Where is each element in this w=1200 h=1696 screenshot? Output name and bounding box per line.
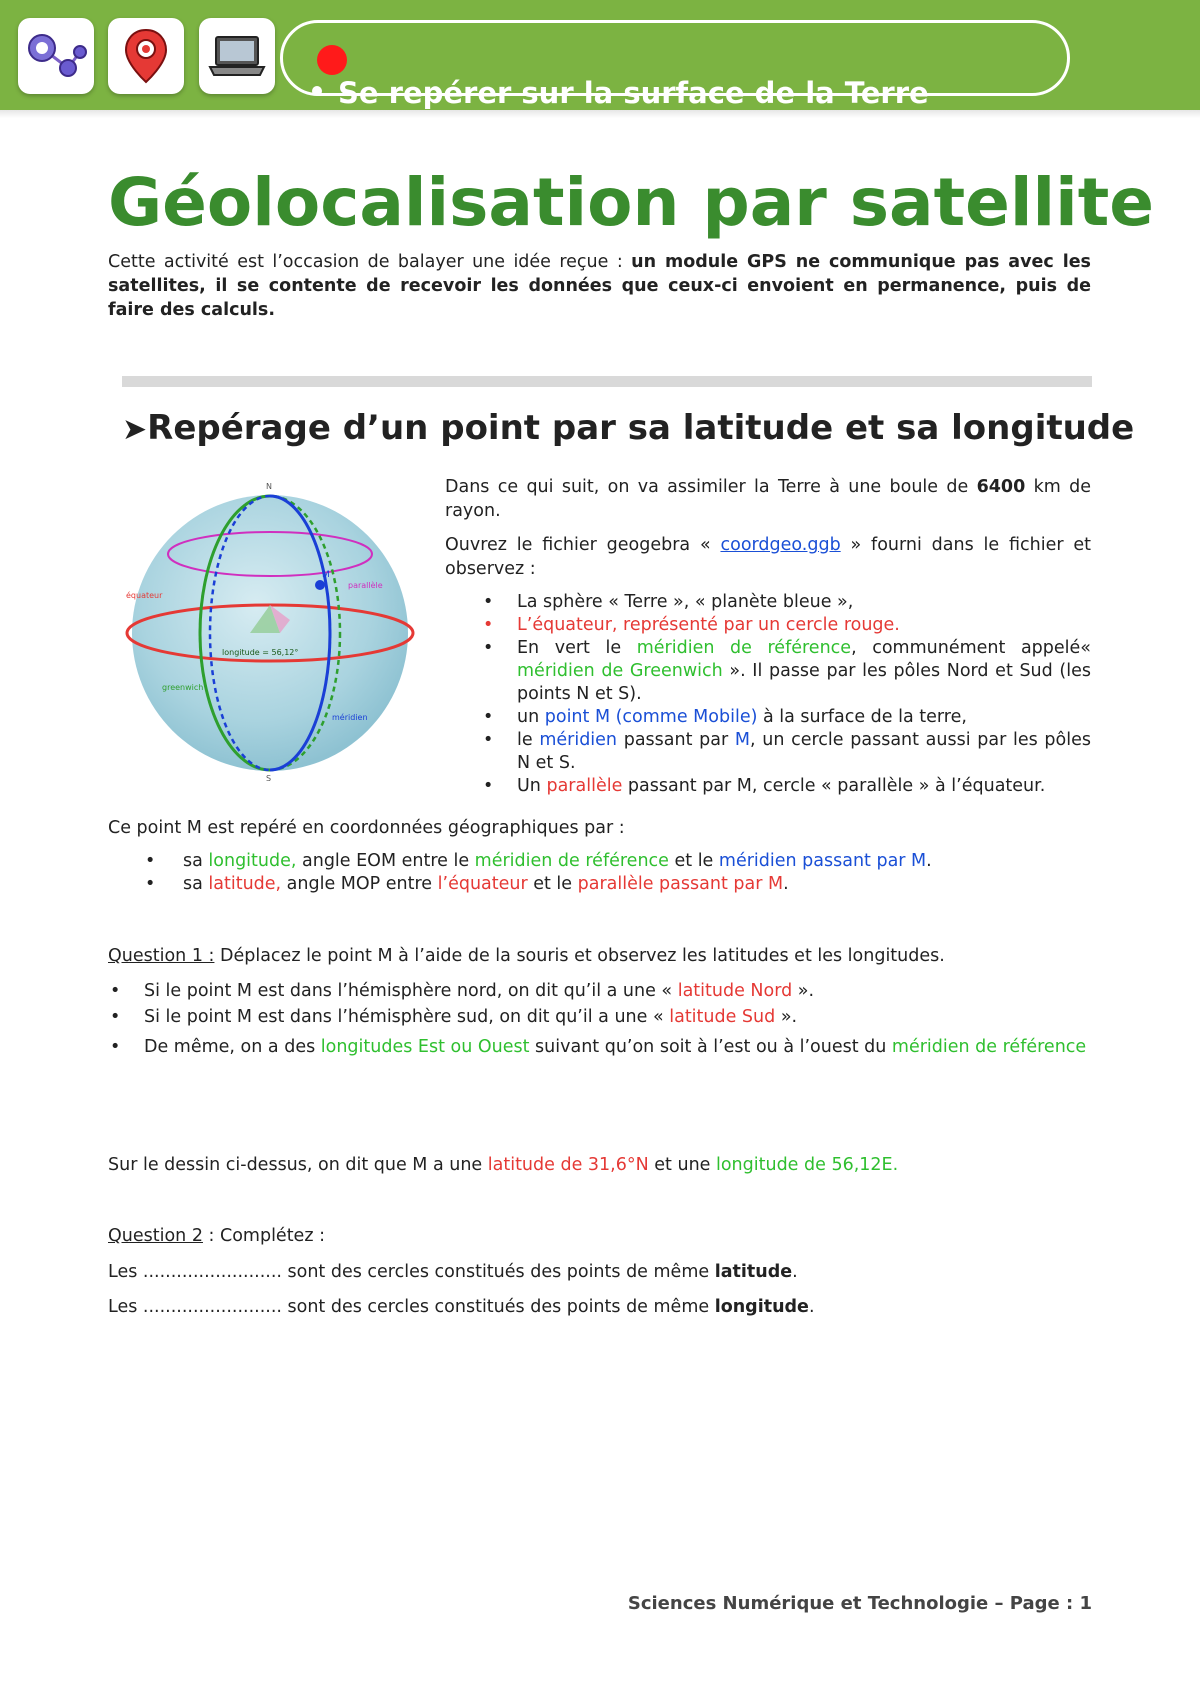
coordinates-lead: Ce point M est repéré en coordonnées géographiques par : — [108, 818, 625, 838]
list-item: • De même, on a des longitudes Est ou Ouest suivant qu’on soit à l’est ou à l’ouest du méridien de référence — [108, 1030, 1091, 1065]
paragraph-radius: Dans ce qui suit, on va assimiler la Terre à une boule de 6400 km de rayon. — [445, 477, 1091, 521]
list-item: • un point M (comme Mobile) à la surface de la terre, — [445, 706, 1091, 729]
list-item: • Si le point M est dans l’hémisphère sud, on dit qu’il a une « latitude Sud ». — [108, 1004, 1091, 1030]
arrow-bullet-icon: ➤ — [122, 412, 148, 447]
question-1-block — [108, 944, 1091, 1065]
right-column — [445, 475, 1091, 798]
label-parallel: parallèle — [348, 581, 383, 590]
header-shadow — [0, 110, 1200, 118]
question-2-line-2: Les ......................... sont des cercles constitués des points de même longitude. — [108, 1297, 815, 1317]
question-2-line-1: Les ......................... sont des cercles constitués des points de même latitude. — [108, 1262, 798, 1282]
point-m — [315, 580, 325, 590]
label-point: M — [322, 570, 330, 580]
question-2-block — [108, 1224, 1091, 1319]
label-equator: équateur — [126, 591, 163, 600]
list-item: • sa longitude, angle EOM entre le méridien de référence et le méridien passant par M. — [108, 850, 1091, 873]
banner-title: Se repérer sur la surface de la Terre — [312, 76, 929, 110]
page-title: Géolocalisation par satellite — [108, 164, 1155, 241]
question-1-text: Question 1 : Déplacez le point M à l’aide de la souris et observez les latitudes et les longitudes. — [108, 946, 945, 966]
section-divider — [122, 376, 1092, 387]
list-item: • En vert le méridien de référence, communément appelé« méridien de Greenwich ». Il passe par les pôles Nord et Sud (les points N et S). — [445, 637, 1091, 706]
question-2-text: Question 2 : Complétez : — [108, 1226, 325, 1246]
coordinates-list — [108, 850, 1091, 896]
list-item: • Un parallèle passant par M, cercle « parallèle » à l’équateur. — [445, 775, 1091, 798]
list-item: • Si le point M est dans l’hémisphère nord, on dit qu’il a une « latitude Nord ». — [108, 978, 1091, 1004]
label-meridian: méridien — [332, 713, 368, 722]
globe-figure — [120, 475, 420, 785]
label-longitude: longitude = 56,12° — [222, 648, 299, 657]
intro-paragraph: Cette activité est l’occasion de balayer une idée reçue : un module GPS ne communique pas avec les satellites, il se contente de recevoir les données que ceux-ci envoient en permanence, puis de faire des calculs. — [108, 252, 1091, 320]
list-item: • L’équateur, représenté par un cercle rouge. — [445, 614, 1091, 637]
page-footer: Sciences Numérique et Technologie – Page : 1 — [627, 1593, 1092, 1614]
question-1-list — [108, 978, 1091, 1065]
laptop-icon — [199, 18, 275, 94]
observation-list — [445, 591, 1091, 798]
section-heading: ➤Repérage d’un point par sa latitude et sa longitude — [122, 408, 1135, 448]
list-item: • sa latitude, angle MOP entre l’équateur et le parallèle passant par M. — [108, 873, 1091, 896]
label-south: S — [266, 774, 272, 783]
drawing-sentence: Sur le dessin ci-dessus, on dit que M a une latitude de 31,6°N et une longitude de 56,12E. — [108, 1155, 899, 1175]
paragraph-file: Ouvrez le fichier geogebra « coordgeo.ggb » fourni dans le fichier et observez : — [445, 535, 1091, 579]
label-greenwich: greenwich — [162, 683, 204, 692]
list-item: • le méridien passant par M, un cercle passant aussi par les pôles N et S. — [445, 729, 1091, 775]
red-dot — [317, 45, 347, 75]
network-nodes-icon — [18, 18, 94, 94]
coordinates-block — [108, 816, 1091, 896]
list-item: • La sphère « Terre », « planète bleue », — [445, 591, 1091, 614]
label-north: N — [266, 482, 272, 491]
coordgeo-link[interactable]: coordgeo.ggb — [720, 535, 841, 555]
map-pin-icon — [108, 18, 184, 94]
